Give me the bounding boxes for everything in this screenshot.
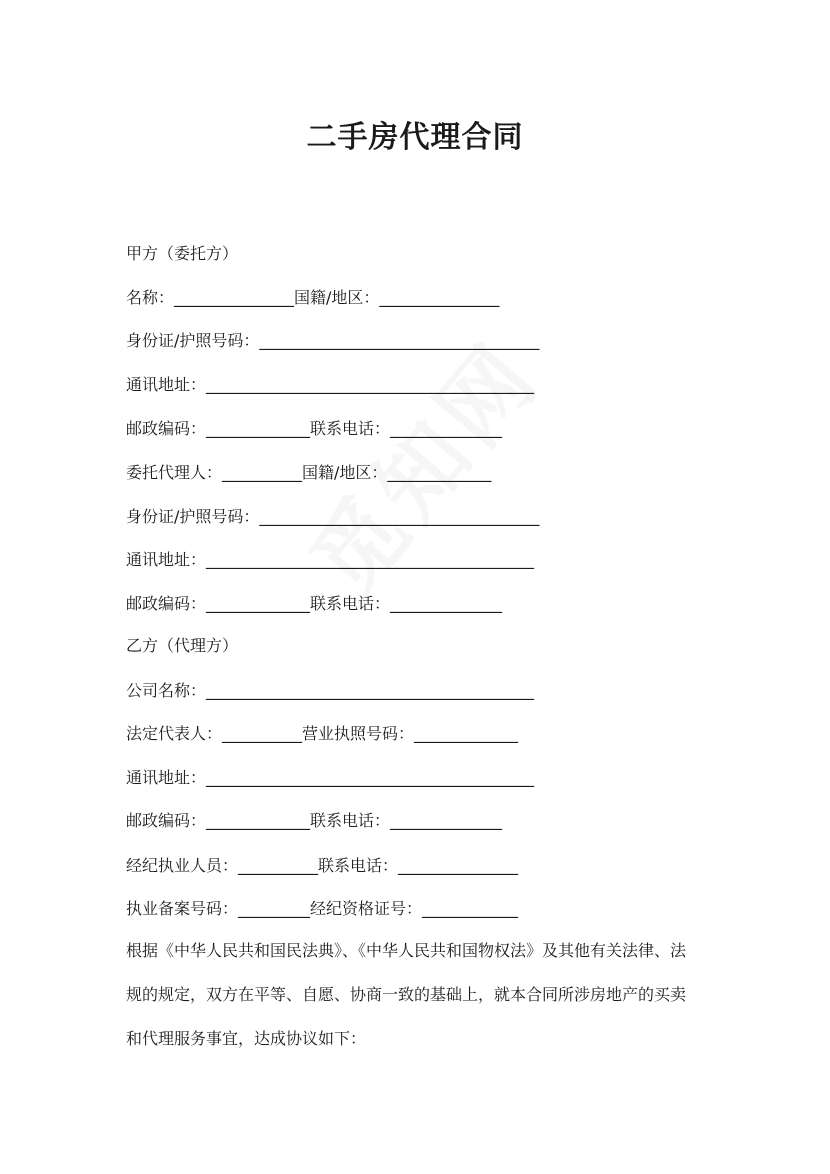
party-b-broker-line: 经纪执业人员：__________联系电话：_______________ (126, 856, 519, 875)
party-b-company-line: 公司名称：_________________________________________ (126, 681, 535, 700)
preamble-paragraph (126, 941, 726, 1073)
paragraph-line: 规的规定，双方在平等、自愿、协商一致的基础上，就本合同所涉房地产的买卖 (126, 985, 687, 1004)
paragraph-line: 和代理服务事宜，达成协议如下： (126, 1029, 367, 1048)
party-a-agent-postcode-line: 邮政编码：_____________联系电话：______________ (126, 594, 503, 613)
party-a-id-line: 身份证/护照号码：___________________________________ (126, 331, 540, 350)
party-a-agent-id-line: 身份证/护照号码：___________________________________ (126, 507, 540, 526)
party-b-address-line: 通讯地址：_________________________________________ (126, 768, 535, 787)
contract-title: 二手房代理合同 (306, 120, 524, 155)
paragraph-line: 根据《中华人民共和国民法典》、《中华人民共和国物权法》及其他有关法律、法 (126, 941, 687, 960)
party-a-agent-line: 委托代理人：__________国籍/地区：_____________ (126, 463, 492, 482)
party-b-registration-line: 执业备案号码：_________经纪资格证号：____________ (126, 899, 519, 918)
party-a-heading: 甲方（委托方） (126, 244, 239, 263)
party-a-address-line: 通讯地址：_________________________________________ (126, 375, 535, 394)
party-b-heading: 乙方（代理方） (126, 636, 239, 655)
party-a-name-line: 名称：_______________国籍/地区：_______________ (126, 288, 500, 307)
party-b-postcode-line: 邮政编码：_____________联系电话：______________ (126, 811, 503, 830)
party-b-representative-line: 法定代表人：__________营业执照号码：_____________ (126, 724, 519, 743)
party-a-postcode-line: 邮政编码：_____________联系电话：______________ (126, 419, 503, 438)
party-a-agent-address-line: 通讯地址：_________________________________________ (126, 550, 535, 569)
